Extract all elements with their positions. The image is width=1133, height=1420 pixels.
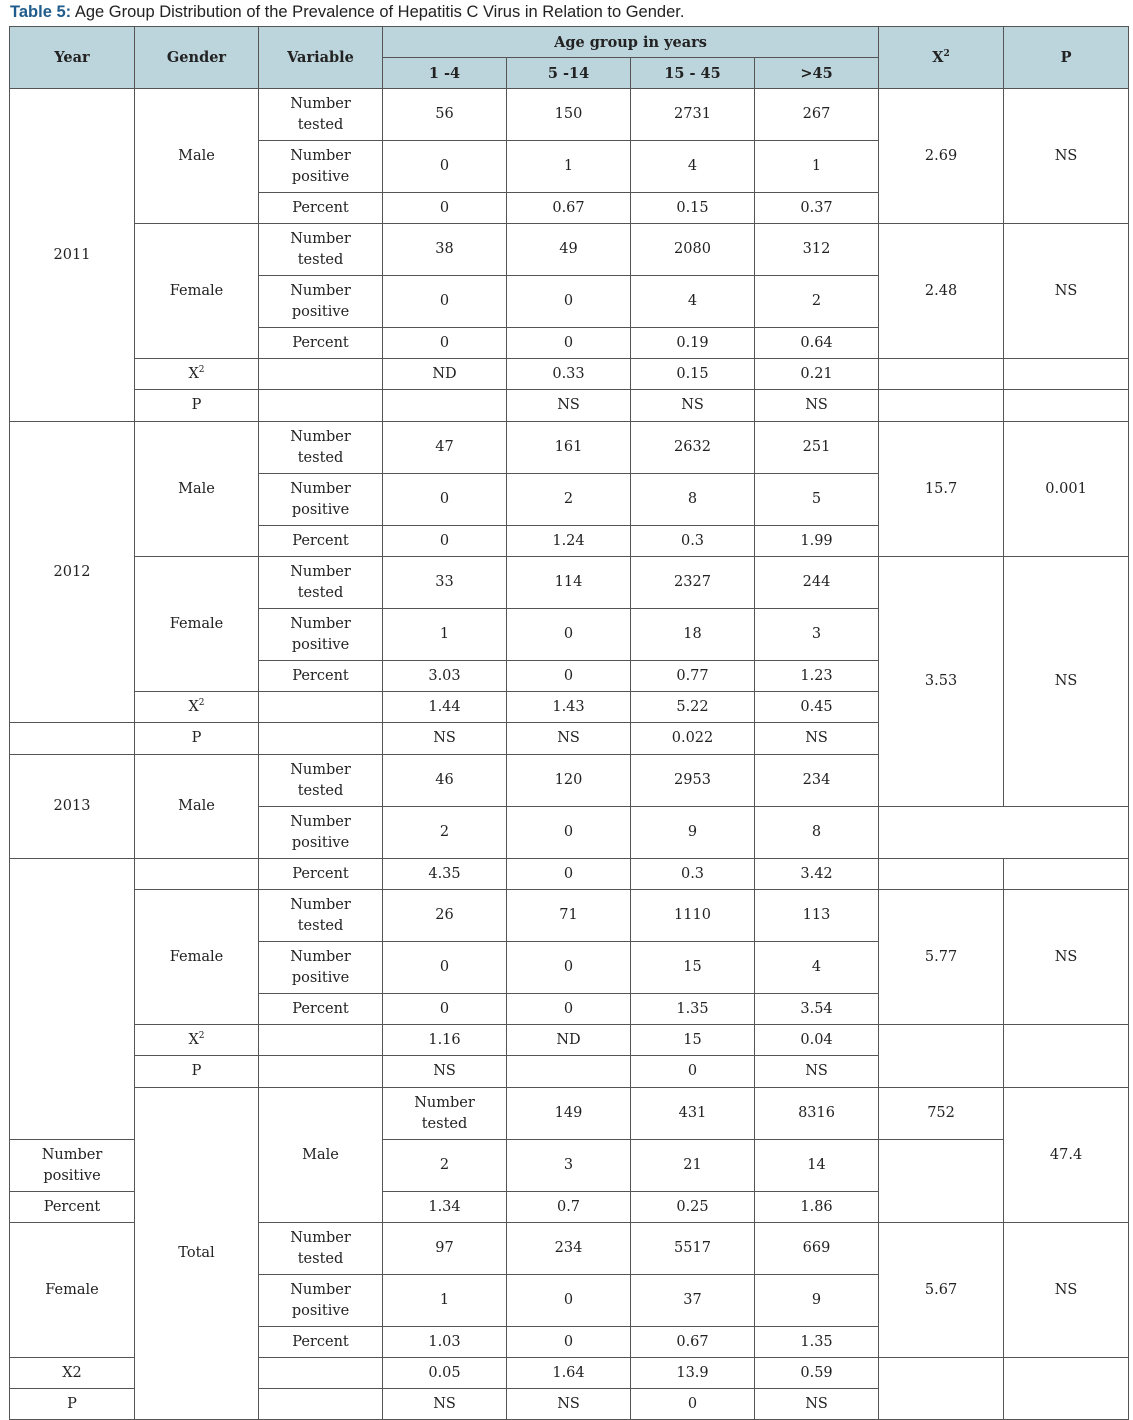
gender-cell bbox=[135, 859, 259, 890]
variable-cell: Percent bbox=[259, 661, 383, 692]
value-cell: 15 bbox=[631, 1025, 755, 1056]
gender-cell: Female bbox=[135, 890, 259, 1025]
value-cell: 0 bbox=[383, 474, 507, 526]
value-cell: 2327 bbox=[631, 557, 755, 609]
table-row bbox=[10, 422, 1129, 474]
header-chi-square bbox=[879, 27, 1004, 89]
variable-cell bbox=[10, 1140, 135, 1192]
variable-label: Number tested bbox=[290, 95, 351, 133]
value-cell: 0 bbox=[383, 942, 507, 994]
value-cell: 9 bbox=[755, 1275, 879, 1327]
value-cell: 4 bbox=[755, 942, 879, 994]
variable-label: Number tested bbox=[290, 428, 351, 466]
value-cell: 234 bbox=[755, 755, 879, 807]
value-cell: 0.33 bbox=[507, 359, 631, 390]
value-cell: 3 bbox=[755, 609, 879, 661]
variable-label: Number positive bbox=[290, 948, 351, 986]
variable-label: Number positive bbox=[290, 147, 351, 185]
value-cell: 244 bbox=[755, 557, 879, 609]
value-cell: 312 bbox=[755, 224, 879, 276]
chi-square-label-base: X bbox=[188, 1031, 199, 1048]
value-cell: 0 bbox=[507, 807, 631, 859]
variable-label: Number positive bbox=[290, 813, 351, 851]
variable-cell bbox=[259, 890, 383, 942]
variable-label: Number positive bbox=[41, 1146, 103, 1184]
gender-cell: Female bbox=[135, 557, 259, 692]
variable-cell bbox=[259, 609, 383, 661]
value-cell: 0 bbox=[383, 328, 507, 359]
header-variable: Variable bbox=[259, 27, 383, 89]
variable-cell bbox=[259, 1275, 383, 1327]
gender-cell: P bbox=[10, 1389, 135, 1420]
chi-square-cell bbox=[879, 859, 1004, 890]
gender-cell: Male bbox=[135, 422, 259, 557]
chi-square-label-base: X bbox=[188, 365, 199, 382]
chi-square-cell: 2.69 bbox=[879, 89, 1004, 224]
value-cell: 2731 bbox=[631, 89, 755, 141]
table-caption-label: Table 5: bbox=[10, 3, 72, 21]
p-value-cell bbox=[1004, 1025, 1129, 1088]
value-cell: 2 bbox=[507, 474, 631, 526]
chi-square-cell: 5.77 bbox=[879, 890, 1004, 1025]
value-cell: 21 bbox=[631, 1140, 755, 1192]
p-value-cell: NS bbox=[1004, 890, 1129, 1025]
value-cell: 0.15 bbox=[631, 193, 755, 224]
value-cell bbox=[507, 1056, 631, 1088]
value-cell: 2632 bbox=[631, 422, 755, 474]
table-row bbox=[10, 1088, 1129, 1140]
value-cell: NS bbox=[755, 390, 879, 422]
value-cell: 2 bbox=[383, 1140, 507, 1192]
variable-cell: Percent bbox=[10, 1192, 135, 1223]
value-cell: 1 bbox=[383, 1275, 507, 1327]
value-cell: 1.24 bbox=[507, 526, 631, 557]
variable-label: Number tested bbox=[290, 230, 351, 268]
variable-cell bbox=[259, 692, 383, 723]
value-cell: 0 bbox=[507, 328, 631, 359]
table-row bbox=[10, 1025, 1129, 1056]
value-cell: 1.16 bbox=[383, 1025, 507, 1056]
gender-cell: Female bbox=[10, 1223, 135, 1358]
gender-cell bbox=[135, 359, 259, 390]
value-cell: 4 bbox=[631, 276, 755, 328]
variable-cell: Percent bbox=[259, 1327, 383, 1358]
value-cell: NS bbox=[507, 390, 631, 422]
year-cell: Total bbox=[135, 1088, 259, 1420]
variable-label: Number tested bbox=[290, 896, 351, 934]
value-cell: 0 bbox=[507, 994, 631, 1025]
value-cell bbox=[383, 390, 507, 422]
chi-square-cell bbox=[879, 390, 1004, 422]
value-cell: 1 bbox=[755, 141, 879, 193]
value-cell: 3.03 bbox=[383, 661, 507, 692]
value-cell: NS bbox=[383, 1389, 507, 1420]
table-row bbox=[10, 89, 1129, 141]
value-cell: 114 bbox=[507, 557, 631, 609]
variable-label: Number positive bbox=[290, 282, 351, 320]
value-cell: 1 bbox=[383, 609, 507, 661]
gender-cell bbox=[135, 692, 259, 723]
p-value-cell: NS bbox=[1004, 1223, 1129, 1358]
value-cell: 2080 bbox=[631, 224, 755, 276]
variable-cell: Percent bbox=[259, 526, 383, 557]
chi-square-cell: 15.7 bbox=[879, 422, 1004, 557]
table-row bbox=[10, 557, 1129, 609]
variable-cell bbox=[259, 359, 383, 390]
table-row bbox=[10, 890, 1129, 942]
variable-cell: Percent bbox=[259, 328, 383, 359]
value-cell: 18 bbox=[631, 609, 755, 661]
value-cell: 56 bbox=[383, 89, 507, 141]
year-cell: 2011 bbox=[10, 89, 135, 422]
chi-square-cell bbox=[879, 1025, 1004, 1088]
year-cell bbox=[10, 859, 135, 1140]
value-cell: 5.22 bbox=[631, 692, 755, 723]
value-cell: 1.43 bbox=[507, 692, 631, 723]
year-cell bbox=[10, 723, 135, 755]
variable-cell bbox=[259, 1389, 383, 1420]
value-cell: 8 bbox=[755, 807, 879, 859]
value-cell: 0 bbox=[383, 526, 507, 557]
value-cell: 149 bbox=[507, 1088, 631, 1140]
gender-cell: Male bbox=[135, 755, 259, 859]
value-cell: 267 bbox=[755, 89, 879, 141]
value-cell: NS bbox=[755, 1389, 879, 1420]
variable-cell: Percent bbox=[259, 193, 383, 224]
value-cell: 0 bbox=[507, 942, 631, 994]
p-value-cell: NS bbox=[1004, 224, 1129, 359]
variable-cell bbox=[259, 89, 383, 141]
variable-label: Number positive bbox=[290, 1281, 351, 1319]
value-cell: 1.44 bbox=[383, 692, 507, 723]
value-cell: 0 bbox=[383, 193, 507, 224]
value-cell: NS bbox=[755, 1056, 879, 1088]
gender-cell: P bbox=[135, 723, 259, 755]
variable-cell bbox=[259, 474, 383, 526]
value-cell: 0 bbox=[507, 859, 631, 890]
header-year: Year bbox=[10, 27, 135, 89]
value-cell: NS bbox=[383, 1056, 507, 1088]
table-row bbox=[10, 859, 1129, 890]
variable-label: Number positive bbox=[290, 480, 351, 518]
value-cell: 0.21 bbox=[755, 359, 879, 390]
chi-square-cell bbox=[879, 1358, 1004, 1420]
value-cell: 0 bbox=[507, 276, 631, 328]
value-cell: 113 bbox=[755, 890, 879, 942]
value-cell: 33 bbox=[383, 557, 507, 609]
value-cell: 0.59 bbox=[755, 1358, 879, 1389]
variable-cell bbox=[259, 1358, 383, 1389]
variable-cell bbox=[383, 1088, 507, 1140]
value-cell: 0.022 bbox=[631, 723, 755, 755]
chi-square-cell: 2.48 bbox=[879, 224, 1004, 359]
value-cell: 0 bbox=[631, 1056, 755, 1088]
value-cell: ND bbox=[507, 1025, 631, 1056]
value-cell: 2 bbox=[383, 807, 507, 859]
value-cell: 0.64 bbox=[755, 328, 879, 359]
header-age-gt45: >45 bbox=[755, 58, 879, 89]
variable-label: Number tested bbox=[290, 761, 351, 799]
value-cell: NS bbox=[631, 390, 755, 422]
variable-cell: Percent bbox=[259, 859, 383, 890]
variable-cell bbox=[259, 422, 383, 474]
value-cell: 431 bbox=[631, 1088, 755, 1140]
value-cell: 26 bbox=[383, 890, 507, 942]
variable-cell bbox=[259, 390, 383, 422]
value-cell: 4 bbox=[631, 141, 755, 193]
value-cell: 669 bbox=[755, 1223, 879, 1275]
header-chi-square-base: X bbox=[932, 49, 944, 66]
value-cell: 3.54 bbox=[755, 994, 879, 1025]
gender-cell: Male bbox=[135, 89, 259, 224]
value-cell: 234 bbox=[507, 1223, 631, 1275]
header-chi-square-sup: 2 bbox=[943, 49, 950, 60]
value-cell: NS bbox=[507, 723, 631, 755]
value-cell: 0 bbox=[383, 141, 507, 193]
chi-square-label-sup: 2 bbox=[198, 697, 205, 708]
table-header bbox=[10, 27, 1129, 89]
value-cell: 0.77 bbox=[631, 661, 755, 692]
value-cell: 38 bbox=[383, 224, 507, 276]
value-cell: 37 bbox=[631, 1275, 755, 1327]
variable-cell bbox=[259, 755, 383, 807]
variable-cell bbox=[259, 807, 383, 859]
value-cell: 0.15 bbox=[631, 359, 755, 390]
value-cell: 47 bbox=[383, 422, 507, 474]
value-cell: 752 bbox=[879, 1088, 1004, 1140]
value-cell: ND bbox=[383, 359, 507, 390]
value-cell: 1.23 bbox=[755, 661, 879, 692]
table-caption-text: Age Group Distribution of the Prevalence of Hepatitis C Virus in Relation to Gender. bbox=[71, 3, 685, 21]
value-cell: 0 bbox=[383, 276, 507, 328]
value-cell: 0 bbox=[507, 1327, 631, 1358]
p-value-cell bbox=[1004, 859, 1129, 890]
value-cell: 0.37 bbox=[755, 193, 879, 224]
table-row bbox=[10, 224, 1129, 276]
variable-cell bbox=[259, 723, 383, 755]
header-age-group: Age group in years bbox=[383, 27, 879, 58]
gender-cell: Male bbox=[259, 1088, 383, 1223]
value-cell: 2953 bbox=[631, 755, 755, 807]
variable-cell: Percent bbox=[259, 994, 383, 1025]
variable-label: Number tested bbox=[290, 563, 351, 601]
variable-cell bbox=[259, 276, 383, 328]
value-cell: 150 bbox=[507, 89, 631, 141]
value-cell: 161 bbox=[507, 422, 631, 474]
value-cell: 0.3 bbox=[631, 526, 755, 557]
value-cell: 0.7 bbox=[507, 1192, 631, 1223]
value-cell: 0 bbox=[507, 1275, 631, 1327]
variable-label: Number tested bbox=[414, 1094, 475, 1132]
variable-cell bbox=[259, 141, 383, 193]
year-cell: 2012 bbox=[10, 422, 135, 723]
chi-square-label-sup: 2 bbox=[198, 1030, 205, 1041]
variable-cell bbox=[259, 1223, 383, 1275]
p-value-cell: NS bbox=[1004, 557, 1129, 807]
value-cell: 46 bbox=[383, 755, 507, 807]
value-cell: 1.35 bbox=[631, 994, 755, 1025]
value-cell: 0.19 bbox=[631, 328, 755, 359]
value-cell: 5 bbox=[755, 474, 879, 526]
p-value-cell bbox=[1004, 390, 1129, 422]
value-cell: 8 bbox=[631, 474, 755, 526]
value-cell: 2 bbox=[755, 276, 879, 328]
gender-cell: P bbox=[135, 1056, 259, 1088]
value-cell: 0.25 bbox=[631, 1192, 755, 1223]
value-cell: 9 bbox=[631, 807, 755, 859]
variable-cell bbox=[259, 557, 383, 609]
header-gender: Gender bbox=[135, 27, 259, 89]
gender-cell: P bbox=[135, 390, 259, 422]
p-value-cell: NS bbox=[1004, 89, 1129, 224]
value-cell: 3.42 bbox=[755, 859, 879, 890]
value-cell: 0 bbox=[507, 661, 631, 692]
value-cell: 1.86 bbox=[755, 1192, 879, 1223]
value-cell: 97 bbox=[383, 1223, 507, 1275]
variable-cell bbox=[259, 1025, 383, 1056]
value-cell: 0.67 bbox=[631, 1327, 755, 1358]
value-cell: 0 bbox=[631, 1389, 755, 1420]
gender-cell: X2 bbox=[10, 1358, 135, 1389]
value-cell: 4.35 bbox=[383, 859, 507, 890]
table-caption bbox=[10, 1, 684, 23]
value-cell: 8316 bbox=[755, 1088, 879, 1140]
value-cell: 1.64 bbox=[507, 1358, 631, 1389]
value-cell: 13.9 bbox=[631, 1358, 755, 1389]
header-age-5-14: 5 -14 bbox=[507, 58, 631, 89]
gender-cell bbox=[135, 1025, 259, 1056]
value-cell: 0.04 bbox=[755, 1025, 879, 1056]
value-cell: 0.45 bbox=[755, 692, 879, 723]
variable-label: Number positive bbox=[290, 615, 351, 653]
value-cell: NS bbox=[755, 723, 879, 755]
value-cell: 0.05 bbox=[383, 1358, 507, 1389]
value-cell: 0.67 bbox=[507, 193, 631, 224]
hcv-prevalence-table bbox=[9, 26, 1129, 1420]
variable-cell bbox=[259, 1056, 383, 1088]
variable-cell bbox=[259, 224, 383, 276]
value-cell: 120 bbox=[507, 755, 631, 807]
value-cell: 1.34 bbox=[383, 1192, 507, 1223]
value-cell: 15 bbox=[631, 942, 755, 994]
value-cell: 49 bbox=[507, 224, 631, 276]
value-cell: 1.35 bbox=[755, 1327, 879, 1358]
value-cell: 5517 bbox=[631, 1223, 755, 1275]
chi-square-label-sup: 2 bbox=[198, 364, 205, 375]
table-row bbox=[10, 390, 1129, 422]
gender-cell: Female bbox=[135, 224, 259, 359]
chi-square-cell: 5.67 bbox=[879, 1223, 1004, 1358]
value-cell: 0.3 bbox=[631, 859, 755, 890]
value-cell: NS bbox=[507, 1389, 631, 1420]
value-cell: 0 bbox=[507, 609, 631, 661]
value-cell: NS bbox=[383, 723, 507, 755]
table-body bbox=[10, 89, 1129, 1420]
chi-square-cell bbox=[879, 359, 1004, 390]
p-value-cell bbox=[1004, 1358, 1129, 1420]
value-cell: 1.03 bbox=[383, 1327, 507, 1358]
value-cell: 251 bbox=[755, 422, 879, 474]
chi-square-label-base: X bbox=[188, 698, 199, 715]
variable-label: Number tested bbox=[290, 1229, 351, 1267]
chi-square-cell: 47.4 bbox=[1004, 1088, 1129, 1223]
value-cell: 1110 bbox=[631, 890, 755, 942]
table-row bbox=[10, 359, 1129, 390]
value-cell: 14 bbox=[755, 1140, 879, 1192]
p-value-cell: 0.001 bbox=[1004, 422, 1129, 557]
header-age-15-45: 15 - 45 bbox=[631, 58, 755, 89]
value-cell: 0 bbox=[383, 994, 507, 1025]
value-cell: 71 bbox=[507, 890, 631, 942]
year-cell: 2013 bbox=[10, 755, 135, 859]
chi-square-cell: 3.53 bbox=[879, 557, 1004, 807]
header-age-1-4: 1 -4 bbox=[383, 58, 507, 89]
p-value-cell bbox=[1004, 359, 1129, 390]
value-cell: 3 bbox=[507, 1140, 631, 1192]
variable-cell bbox=[259, 942, 383, 994]
value-cell: 1 bbox=[507, 141, 631, 193]
header-p: P bbox=[1004, 27, 1129, 89]
value-cell: 1.99 bbox=[755, 526, 879, 557]
